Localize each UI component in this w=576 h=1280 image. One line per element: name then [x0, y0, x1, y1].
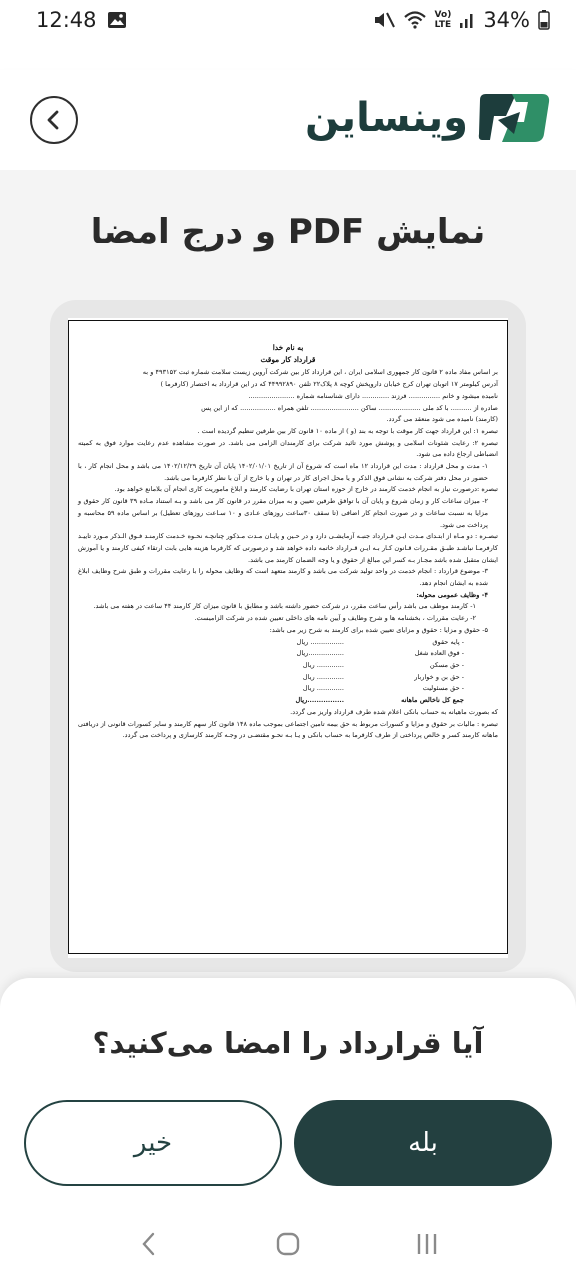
salary-row	[78, 672, 498, 684]
volte-bottom: LTE	[434, 20, 452, 30]
nav-back-icon	[139, 1231, 159, 1257]
status-left	[36, 8, 127, 32]
salary-label: - فوق العاده شغل	[414, 649, 464, 658]
back-button[interactable]	[30, 96, 78, 144]
logo	[305, 88, 552, 148]
nav-back-button[interactable]	[125, 1220, 173, 1268]
signal-icon	[459, 11, 475, 29]
doc-line: صادره از .......... با کد ملی .................... ساکن ....................... تلفن همراه ................. که از این پس	[201, 403, 498, 412]
no-button[interactable]: خیر	[24, 1100, 282, 1186]
chevron-left-icon	[44, 109, 64, 131]
doc-line: آدرس کیلومتر ۱۷ اتوبان تهران کرج خیابان داروپخش کوچه ۸ پلاک۲۲ تلفن ۴۴۹۹۲۸۹۰ که در این قرارداد به اختصار (کارفرما )	[160, 380, 498, 389]
salary-label: - حق مسئولیت	[422, 684, 464, 693]
doc-bismillah: به نام خدا	[272, 343, 304, 352]
nav-home-button[interactable]	[264, 1220, 312, 1268]
yes-button[interactable]: بله	[294, 1100, 552, 1186]
doc-note-2: تبصره ۲: رعایت شئونات اسلامی و پوشش مورد تائید شرکت برای کارمندان الزامی می باشد. در صورت مشاهده عدم رعایت موارد فوق به کمیته انضباطی ارجاع داده می شود.	[78, 438, 498, 459]
doc-item-2: ۲- میزان ساعات کار و زمان شروع و پایان آن با توافق طرفین تعیین و به میزان مقرر در قانون کار می باشد و بـه استناد مـاده ۳۹ قانون کار حقوق و مزایا به نسبت ساعات و در صورت انجام کار اضافی (تا سقف ۳۰ساعت روزهای عـادی و ۱۰ سـاعت روزهای تعطیل) بر اساس ماده ۵۹ محاسبه و پرداخت می شود.	[78, 497, 488, 529]
logo-text: وینساین	[305, 95, 468, 141]
doc-note-5: تبصره : مالیات بر حقوق و مزایا و کسورات مربوط به حق بیمه تامین اجتماعی بموجب ماده ۱۴۸ قانون کار سهم کارمند و سایر کسورات قانونی از دریافتی ماهانه کارمند کسر و خالص پرداختی از طرف کارفرما به حساب بانکی و یـا بـه نحـو مقتضـی در وجـه کارمند کارسازی و پرداخت می گردد.	[78, 719, 499, 740]
system-nav-bar	[0, 1212, 576, 1276]
logo-mark-icon	[476, 90, 552, 146]
app-header	[0, 70, 576, 170]
salary-amount: ............. ریال	[302, 672, 344, 681]
volte-top: Vo)	[434, 10, 452, 20]
salary-row	[78, 660, 498, 672]
doc-footer-1: که بصورت ماهیانه به حساب بانکی اعلام شده طرف قرارداد واریز می گردد.	[290, 707, 498, 716]
volte-label	[435, 10, 452, 30]
doc-line: بر اساس مفاد ماده ۲ قانون کار جمهوری اسلامی ایران ، این قرارداد کار بین شرکت آروین زیست سلامت شماره ثبت ۴۹۳۱۵۲ و به	[142, 368, 498, 377]
salary-total-amount: ................ریال	[295, 696, 344, 705]
nav-home-icon	[275, 1231, 301, 1257]
pdf-preview-card[interactable]	[50, 300, 526, 972]
doc-item-1: ۱- مدت و محل قرارداد : مدت این قرارداد ۱۲ ماه است که شروع آن از تاریخ ۱۴۰۲/۰۱/۰۱ پایان آن تاریخ ۱۴۰۲/۱۲/۲۹ می باشد و محل انجام کار ، با حضور در محل دفتر شرکت به نشانی فوق الذکر و یا محل اجرای کار در تهران و یا خارج از آن با نظر کارفرما می باشد.	[78, 462, 488, 482]
doc-item-4-1: ۱- کارمند موظف می باشد رأس ساعت مقرر، در شرکت حضور داشته باشد و مطابق با قانون میزان کار کارمند ۴۴ ساعت در هفته می باشد.	[93, 602, 476, 611]
battery-icon	[538, 10, 550, 30]
page-title: نمایش PDF و درج امضا	[90, 212, 486, 252]
status-time: 12:48	[36, 8, 97, 32]
doc-line: نامیده میشود و خانم ............... فرزند ............. دارای شناسنامه شماره ......................	[248, 391, 498, 400]
salary-amount: ............. ریال	[302, 684, 344, 693]
mute-icon	[373, 10, 395, 30]
battery-text: 34%	[483, 8, 530, 32]
doc-line: (کارمند) نامیده می شود منعقد می گردد.	[386, 415, 498, 424]
pdf-page	[68, 318, 508, 958]
doc-note-1: تبصره ۱: این قرارداد جهت کار موقت با توجه به بند (و ) از ماده ۱۰ قانون کار بین طرفین تنظیم گردیده است .	[197, 426, 498, 435]
salary-label: - حق بن و خواربار	[414, 672, 464, 681]
doc-title: قرارداد کار موقت	[260, 354, 316, 364]
salary-label: - حق مسکن	[429, 660, 464, 669]
sign-question: آیا قرارداد را امضا می‌کنید؟	[92, 1026, 484, 1060]
salary-total-row	[78, 695, 498, 707]
salary-amount: ................ ریال	[296, 637, 344, 646]
gallery-notification-icon	[107, 11, 127, 29]
salary-row	[78, 683, 498, 695]
wifi-icon	[403, 10, 427, 30]
doc-item-4: ۴- وظایف عمومی محوله:	[416, 590, 488, 599]
doc-note-3: تبصره :درصورت نیاز به انجام خدمت کارمند در خارج از حوزه استان تهران با رضایت کارمند و ابلاغ ماموریت کاری انجام آن بلامانع خواهد بود.	[114, 485, 498, 494]
status-right	[373, 8, 550, 32]
nav-recents-icon	[414, 1231, 440, 1257]
nav-recents-button[interactable]	[403, 1220, 451, 1268]
doc-item-5: ۵- حقوق و مزایا : حقوق و مزایای تعیین شده برای کارمند به شرح زیر می باشد:	[269, 625, 488, 634]
salary-row	[78, 648, 498, 660]
contract-text	[78, 342, 498, 742]
salary-amount: .................ریال	[296, 649, 344, 658]
status-bar	[0, 0, 576, 40]
salary-label: - پایه حقوق	[432, 637, 464, 646]
doc-note-4: تبصـره : دو مـاه از ابتـدای مـدت ایـن قـرارداد جنبـه آزمایشـی دارد و در حـین و پایـان مـدت مـذکور چنانچـه نحـوه خـدمت کارمنـد فـوق الـذکر مـورد تاییـد کارفرمـا نباشـد طبـق مقـررات قـانون کـار بـه ایـن قـرارداد خاتمه داده خواهد شد و درصورتی که کارفرما هزینه هایی بابت ارتقاء کیفی کارمند و یا آموزش ایشان متقبل شده باشد مجـاز بـه کسر این مبالغ از حقوق و یا وجه الضمان کارمند می باشد.	[78, 532, 498, 564]
salary-row	[78, 637, 498, 649]
doc-item-3: ۳- موضوع قرارداد : انجام خدمت در واحد تولید شرکت می باشد و کارمند متعهد است که وظایف محوله را با رعایت مقررات و طبق شرح وظایف ابلاغ شده به ایشان انجام دهد.	[78, 567, 488, 588]
salary-total-label: جمع کل ناخالص ماهانه	[401, 696, 464, 705]
salary-amount: ............. ریال	[302, 660, 344, 669]
doc-item-4-2: ۲- رعایت مقررات ، بخشنامه ها و شرح وظایف و آیین نامه های داخلی تعیین شده در شرکت الزامیست.	[194, 614, 476, 623]
